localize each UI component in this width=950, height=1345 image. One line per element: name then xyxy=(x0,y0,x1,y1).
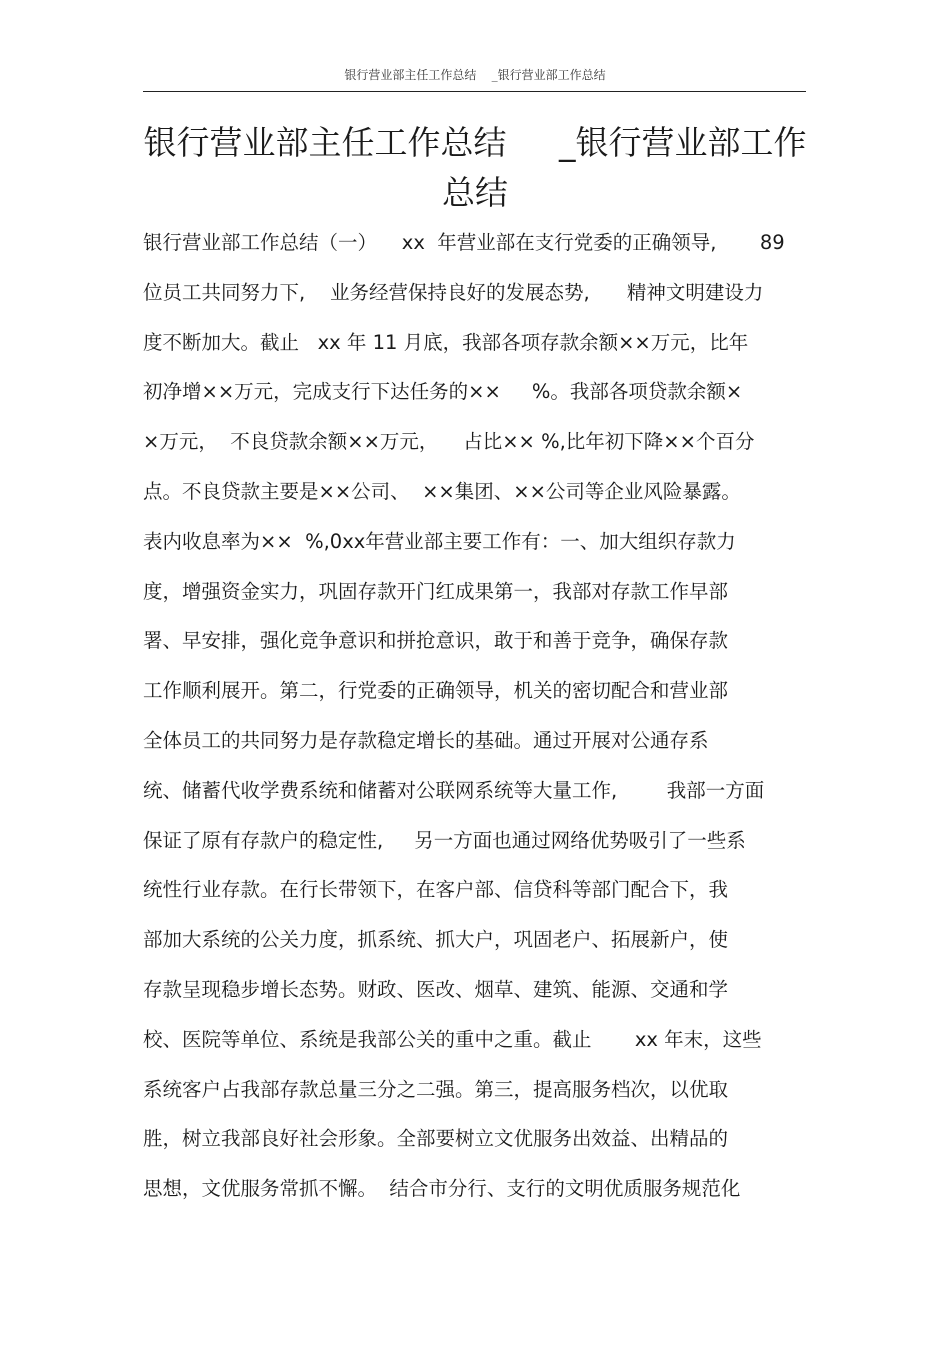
body-line: 银行营业部工作总结（一） xx 年营业部在支行党委的正确领导, 89 xyxy=(143,231,785,254)
title-line-1: 银行营业部主任工作总结 _银行营业部工作 xyxy=(143,123,807,162)
body-line: 全体员工的共同努力是存款稳定增长的基础。通过开展对公通存系 xyxy=(143,728,709,752)
body-line: 保证了原有存款户的稳定性, 另一方面也通过网络优势吸引了一些系 xyxy=(143,828,746,852)
body-line: ×万元， 不良贷款余额××万元， 占比×× %,比年初下降××个百分 xyxy=(143,430,755,454)
body-line: 度，增强资金实力，巩固存款开门红成果第一，我部对存款工作早部 xyxy=(143,579,729,603)
document-title xyxy=(120,118,830,218)
body-line: 存款呈现稳步增长态势。财政、医改、烟草、建筑、能源、交通和学 xyxy=(143,977,729,1001)
body-line: 工作顺利展开。第二，行党委的正确领导，机关的密切配合和营业部 xyxy=(143,679,729,703)
body-line: 表内收息率为×× %,0xx年营业部主要工作有：一、加大组织存款力 xyxy=(143,529,736,553)
body-line: 度不断加大。截止 xx 年 11 月底，我部各项存款余额××万元，比年 xyxy=(143,330,749,354)
body-line: 统性行业存款。在行长带领下，在客户部、信贷科等部门配合下，我 xyxy=(143,878,729,902)
body-line: 思想，文优服务常抓不懈。 结合市分行、支行的文明优质服务规范化 xyxy=(143,1177,741,1201)
body-line: 初净增××万元，完成支行下达任务的×× %。我部各项贷款余额× xyxy=(143,380,743,404)
body-line: 位员工共同努力下, 业务经营保持良好的发展态势, 精神文明建设力 xyxy=(143,280,764,304)
body-line: 署、早安排，强化竞争意识和拼抢意识，敢于和善于竞争，确保存款 xyxy=(143,629,729,653)
body-line: 部加大系统的公关力度，抓系统、抓大户，巩固老户、拓展新户，使 xyxy=(143,928,729,952)
body-line: 胜，树立我部良好社会形象。全部要树立文优服务出效益、出精品的 xyxy=(143,1127,729,1151)
title-line-2: 总结 xyxy=(442,173,508,212)
body-line: 校、医院等单位、系统是我部公关的重中之重。截止 xx 年末，这些 xyxy=(143,1027,762,1051)
body-line: 点。不良贷款主要是××公司、 ××集团、××公司等企业风险暴露。 xyxy=(143,479,741,503)
body-line: 系统客户占我部存款总量三分之二强。第三，提高服务档次，以优取 xyxy=(143,1077,729,1101)
running-header: 银行营业部主任工作总结 _银行营业部工作总结 xyxy=(344,68,606,82)
body-line: 统、储蓄代收学费系统和储蓄对公联网系统等大量工作, 我部一方面 xyxy=(143,778,765,802)
body-text xyxy=(143,218,823,1214)
header-divider xyxy=(143,91,806,92)
